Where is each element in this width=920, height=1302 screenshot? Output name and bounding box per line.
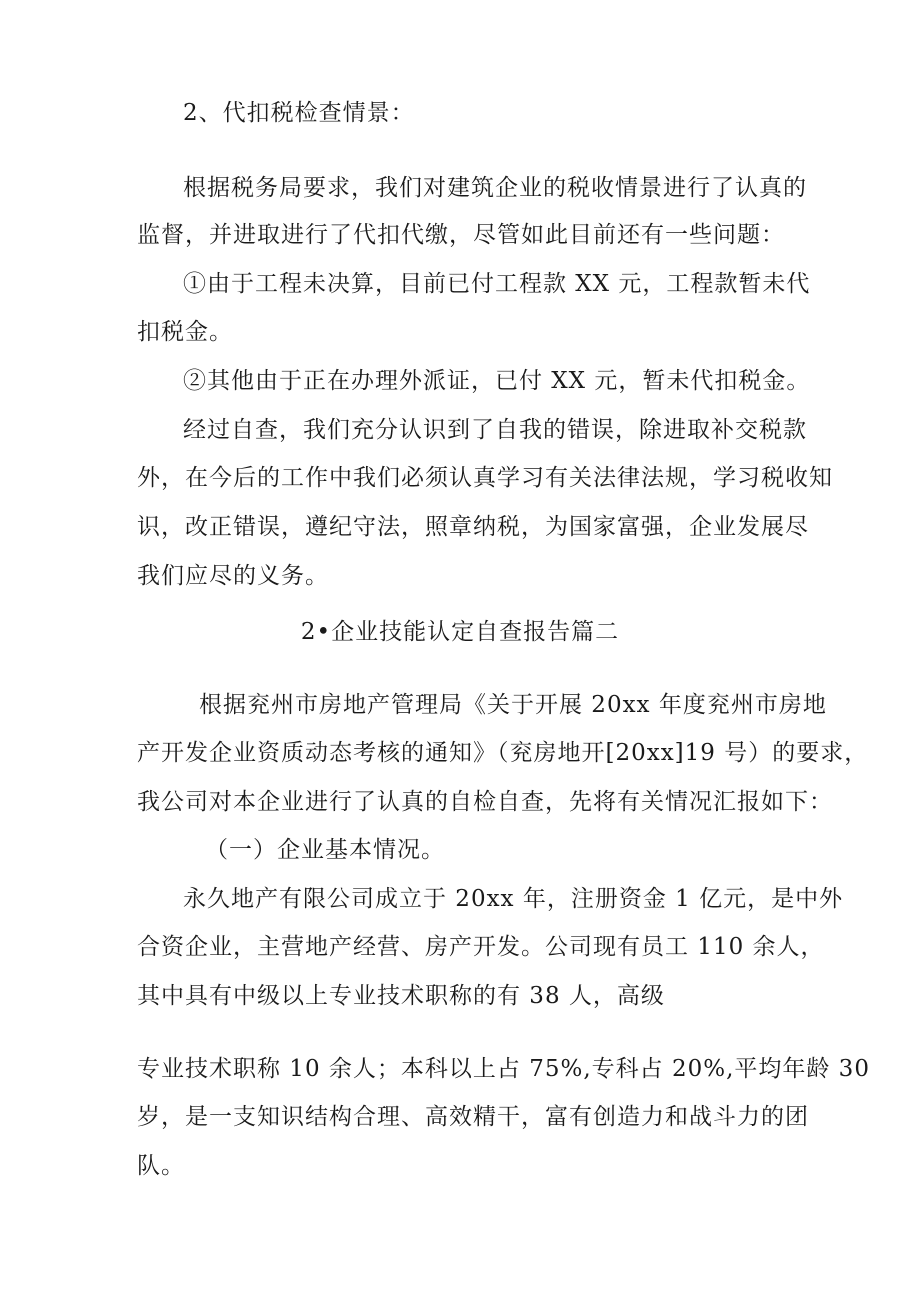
- paragraph-line: 其中具有中级以上专业技术职称的有 38 人，高级: [137, 983, 665, 1009]
- paragraph-line: 产开发企业资质动态考核的通知》（兖房地开[20xx]19 号）的要求，: [137, 740, 869, 766]
- paragraph-line: 我公司对本企业进行了认真的自检自查，先将有关情况汇报如下：: [137, 789, 833, 815]
- paragraph-line: 永久地产有限公司成立于 20xx 年，注册资金 1 亿元，是中外: [183, 886, 844, 912]
- paragraph-line: 监督，并进取进行了代扣代缴，尽管如此目前还有一些问题：: [137, 222, 785, 248]
- section-title: 2•企业技能认定自查报告篇二: [300, 619, 620, 645]
- list-item-line: 扣税金。: [137, 319, 233, 345]
- paragraph-line: 岁，是一支知识结构合理、高效精干，富有创造力和战斗力的团: [137, 1104, 809, 1130]
- paragraph-line: 经过自查，我们充分认识到了自我的错误，除进取补交税款: [183, 417, 807, 443]
- paragraph-line: 队。: [137, 1153, 185, 1179]
- list-item-line: ②其他由于正在办理外派证，已付 XX 元，暂未代扣税金。: [183, 368, 811, 394]
- paragraph-line: 根据兖州市房地产管理局《关于开展 20xx 年度兖州市房地: [199, 692, 827, 718]
- paragraph-line: 我们应尽的义务。: [137, 563, 329, 589]
- list-item-line: ①由于工程未决算，目前已付工程款 XX 元，工程款暂未代: [183, 271, 811, 297]
- section-heading: 2、代扣税检查情景：: [183, 100, 415, 126]
- paragraph-line: 专业技术职称 10 余人；本科以上占 75%,专科占 20%,平均年龄 30: [137, 1056, 870, 1082]
- paragraph-line: 识，改正错误，遵纪守法，照章纳税，为国家富强，企业发展尽: [137, 514, 809, 540]
- paragraph-line: 外，在今后的工作中我们必须认真学习有关法律法规，学习税收知: [137, 465, 833, 491]
- subsection-heading: （一）企业基本情况。: [205, 837, 445, 863]
- paragraph-line: 合资企业，主营地产经营、房产开发。公司现有员工 110 余人，: [137, 934, 825, 960]
- paragraph-line: 根据税务局要求，我们对建筑企业的税收情景进行了认真的: [183, 175, 807, 201]
